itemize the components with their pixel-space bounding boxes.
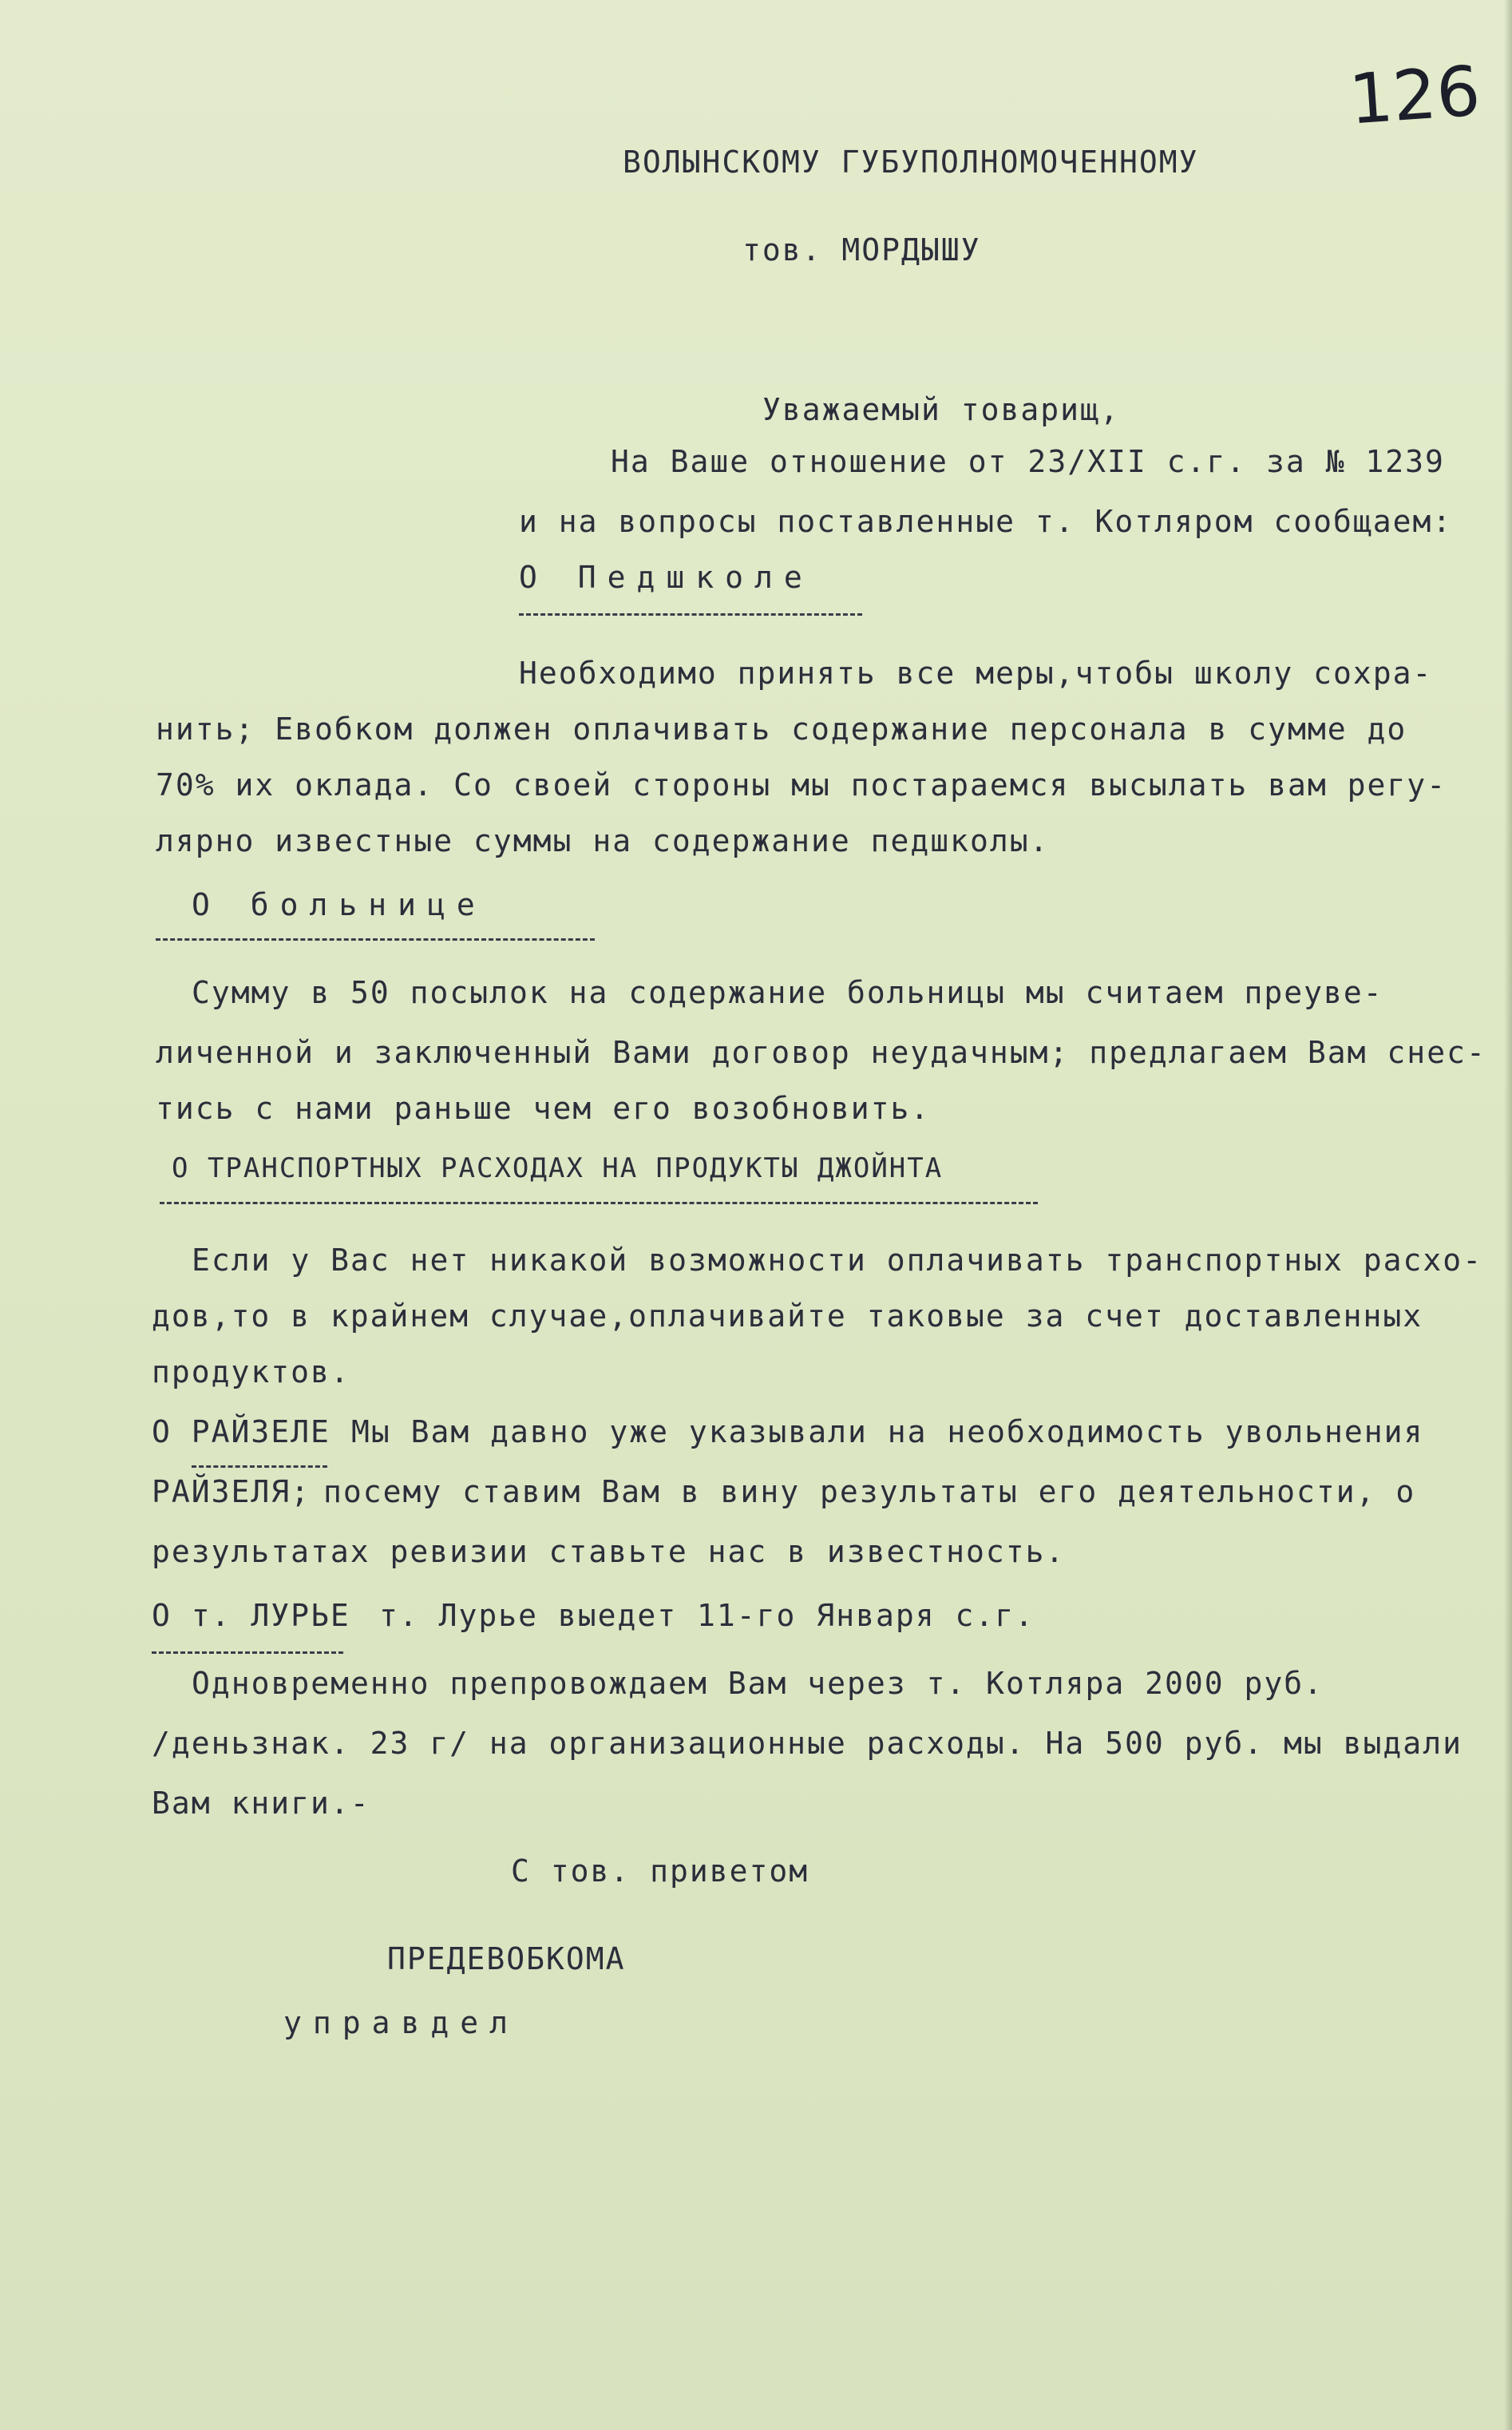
pedshkola-line-3: 70% их оклада. Со своей стороны мы постараемся высылать вам регу- bbox=[156, 767, 1447, 803]
transport-line-3: продуктов. bbox=[152, 1354, 350, 1389]
transport-line-2: дов,то в крайнем случае,оплачивайте таковые за счет доставленных bbox=[152, 1298, 1423, 1334]
raizele-line-1: Мы Вам давно уже указывали на необходимость увольнения bbox=[351, 1414, 1424, 1449]
lurie-text: т. Лурье выедет 11-го Января с.г. bbox=[379, 1598, 1035, 1633]
bolnitsa-line-3: тись с нами раньше чем его возобновить. bbox=[156, 1091, 931, 1126]
pedshkola-heading: О Педшколе bbox=[519, 560, 813, 595]
raizele-line-2-name: РАЙЗЕЛЯ; bbox=[152, 1474, 311, 1509]
greeting: Уважаемый товарищ, bbox=[762, 392, 1120, 427]
bolnitsa-line-1: Сумму в 50 посылок на содержание больницы мы считаем преуве- bbox=[192, 975, 1383, 1010]
folio-number: 126 bbox=[1346, 51, 1483, 141]
raizele-underline bbox=[192, 1465, 327, 1468]
transport-heading: О ТРАНСПОРТНЫХ РАСХОДАХ НА ПРОДУКТЫ ДЖОЙНТА bbox=[172, 1152, 944, 1184]
page-edge-shadow bbox=[1504, 0, 1512, 2430]
addressee: ВОЛЫНСКОМУ ГУБУПОЛНОМОЧЕННОМУ bbox=[623, 145, 1199, 180]
pedshkola-underline bbox=[519, 613, 862, 616]
pedshkola-line-1: Необходимо принять все меры,чтобы школу сохра- bbox=[519, 656, 1433, 691]
transport-underline bbox=[160, 1202, 1038, 1204]
transport-line-1: Если у Вас нет никакой возможности оплачивать транспортных расхо- bbox=[192, 1243, 1483, 1278]
signatory-role: управдел bbox=[283, 2005, 520, 2040]
bolnitsa-heading: О больнице bbox=[192, 887, 486, 922]
closing-line-2: /деньзнак. 23 г/ на организационные расходы. На 500 руб. мы выдали bbox=[152, 1726, 1463, 1761]
lurie-heading: О т. ЛУРЬЕ bbox=[152, 1598, 350, 1633]
raizele-line-3: результатах ревизии ставьте нас в известность. bbox=[152, 1534, 1066, 1569]
intro-line-2: и на вопросы поставленные т. Котляром сообщаем: bbox=[519, 504, 1453, 539]
bolnitsa-line-2: личенной и заключенный Вами договор неудачным; предлагаем Вам снес- bbox=[156, 1035, 1486, 1070]
addressee-name: тов. МОРДЫШУ bbox=[742, 232, 981, 268]
intro-line-1: На Ваше отношение от 23/XII с.г. за № 1239 bbox=[611, 444, 1445, 479]
bolnitsa-underline bbox=[156, 938, 595, 941]
lurie-underline bbox=[152, 1651, 343, 1654]
pedshkola-line-4: лярно известные суммы на содержание педшколы. bbox=[156, 823, 1050, 858]
raizele-line-2-rest: посему ставим Вам в вину результаты его деятельности, о bbox=[323, 1474, 1416, 1509]
pedshkola-line-2: нить; Евобком должен оплачивать содержание персонала в сумме до bbox=[156, 712, 1407, 747]
raizele-heading: О РАЙЗЕЛЕ bbox=[152, 1414, 331, 1449]
regards: С тов. приветом bbox=[511, 1853, 809, 1889]
closing-line-1: Одновременно препровождаем Вам через т. Котляра 2000 руб. bbox=[192, 1666, 1324, 1701]
signatory-title: ПРЕДЕВОБКОМА bbox=[387, 1941, 626, 1976]
closing-line-3: Вам книги.- bbox=[152, 1786, 370, 1821]
